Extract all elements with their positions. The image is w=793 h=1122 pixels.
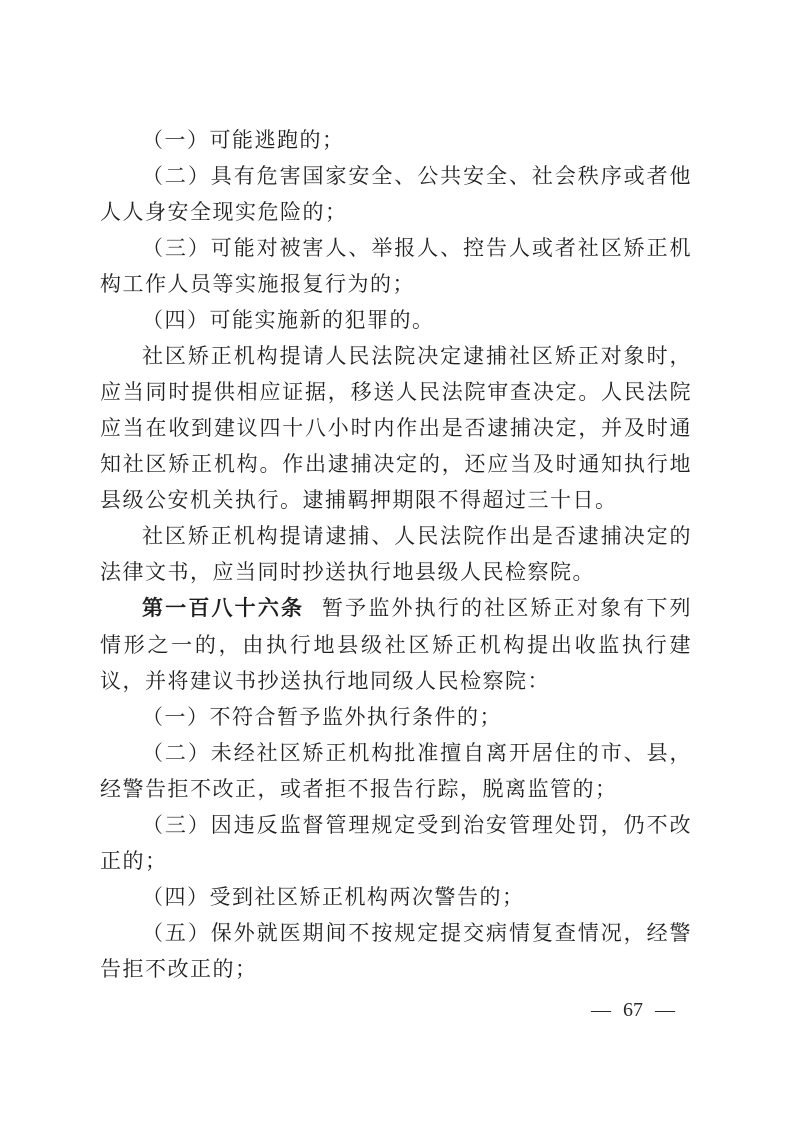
list-item: （一）不符合暂予监外执行条件的； [142,705,502,729]
article-number-label: 第一百八十六条 [142,597,305,620]
page-number-dash-right: — [655,999,675,1021]
article-paragraph [100,590,692,699]
list-item: （一）可能逃跑的； [142,128,345,152]
paragraph: 社区矫正机构提请人民法院决定逮捕社区矫正对象时，应当同时提供相应证据，移送人民法院审查决定。人民法院应当在收到建议四十八小时内作出是否逮捕决定，并及时通知社区矫正机构。作出逮捕决定的，还应当及时通知执行地县级公安机关执行。逮捕羁押期限不得超过三十日。 [100,344,692,512]
list-item: （四）受到社区矫正机构两次警告的； [142,885,525,909]
list-item: （二）未经社区矫正机构批准擅自离开居住的市、县，经警告拒不改正，或者拒不报告行踪，脱离监管的； [100,741,692,801]
article-text: 暂予监外执行的社区矫正对象有下列情形之一的，由执行地县级社区矫正机构提出收监执行建议，并将建议书抄送执行地同级人民检察院： [100,596,693,693]
list-item: （三）可能对被害人、举报人、控告人或者社区矫正机构工作人员等实施报复行为的； [100,236,692,296]
paragraph: 社区矫正机构提请逮捕、人民法院作出是否逮捕决定的法律文书，应当同时抄送执行地县级人民检察院。 [100,524,692,584]
list-item: （三）因违反监督管理规定受到治安管理处罚，仍不改正的； [100,813,692,873]
list-item: （二）具有危害国家安全、公共安全、社会秩序或者他人人身安全现实危险的； [100,164,692,224]
list-item: （四）可能实施新的犯罪的。 [142,308,435,332]
list-item: （五）保外就医期间不按规定提交病情复查情况，经警告拒不改正的； [100,921,692,981]
page-number [591,996,675,1024]
page-number-dash-left: — [591,999,611,1021]
page-number-value: 67 [623,999,643,1021]
document-body [100,122,692,987]
